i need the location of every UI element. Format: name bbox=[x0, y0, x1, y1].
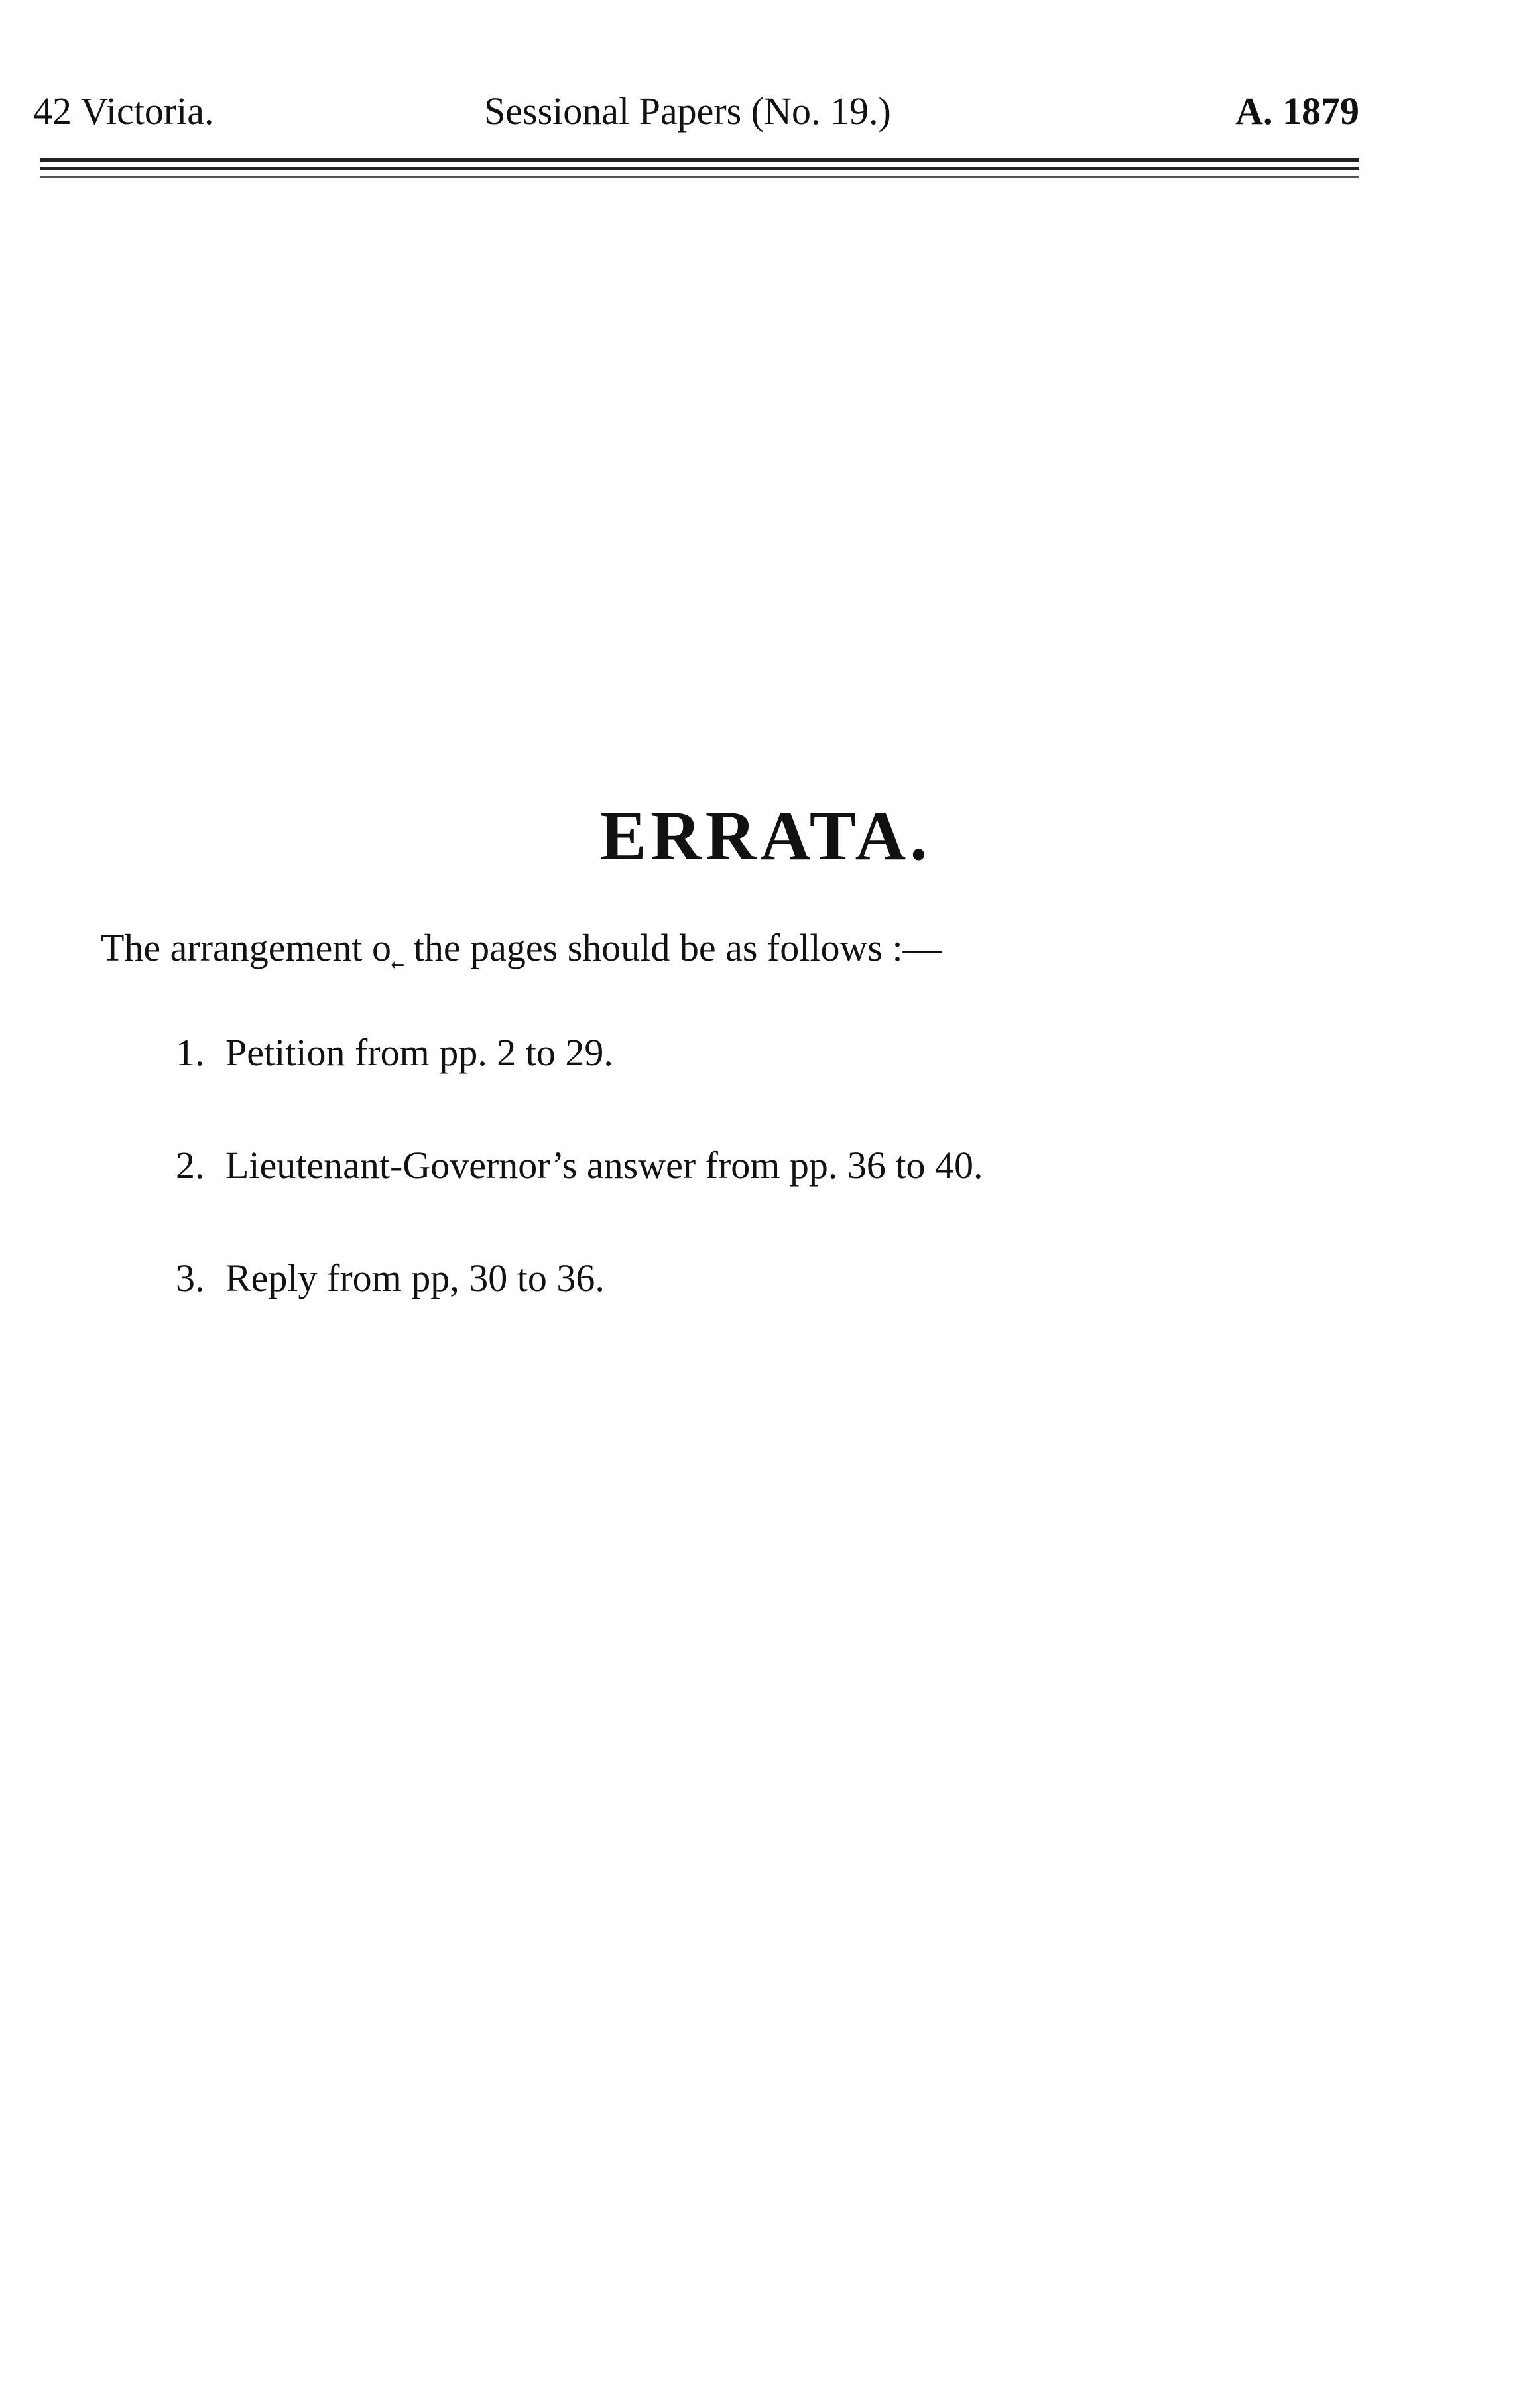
header-sessional-papers: Sessional Papers (No. 19.) bbox=[484, 90, 891, 133]
intro-paragraph: The arrangement o˿ the pages should be as follows :— bbox=[101, 926, 942, 969]
header-rule-thick bbox=[40, 158, 1359, 162]
list-item-text: Reply from pp, 30 to 36. bbox=[225, 1256, 605, 1299]
list-item-text: Lieutenant-Governor’s answer from pp. 36 to 40. bbox=[225, 1144, 983, 1187]
list-item-text: Petition from pp. 2 to 29. bbox=[225, 1031, 613, 1074]
header-year: A. 1879 bbox=[1235, 90, 1359, 133]
list-item-number: 3. bbox=[176, 1256, 205, 1299]
header-rule-thin bbox=[40, 176, 1359, 178]
page-title: ERRATA. bbox=[599, 797, 932, 874]
header-rule-middle bbox=[40, 167, 1359, 170]
list-item-number: 2. bbox=[176, 1144, 205, 1187]
page-header bbox=[33, 85, 1359, 138]
list-item bbox=[176, 1139, 983, 1192]
list-item-number: 1. bbox=[176, 1031, 205, 1074]
list-item bbox=[176, 1026, 613, 1079]
list-item bbox=[176, 1252, 605, 1305]
header-regnal-year: 42 Victoria. bbox=[33, 90, 214, 133]
